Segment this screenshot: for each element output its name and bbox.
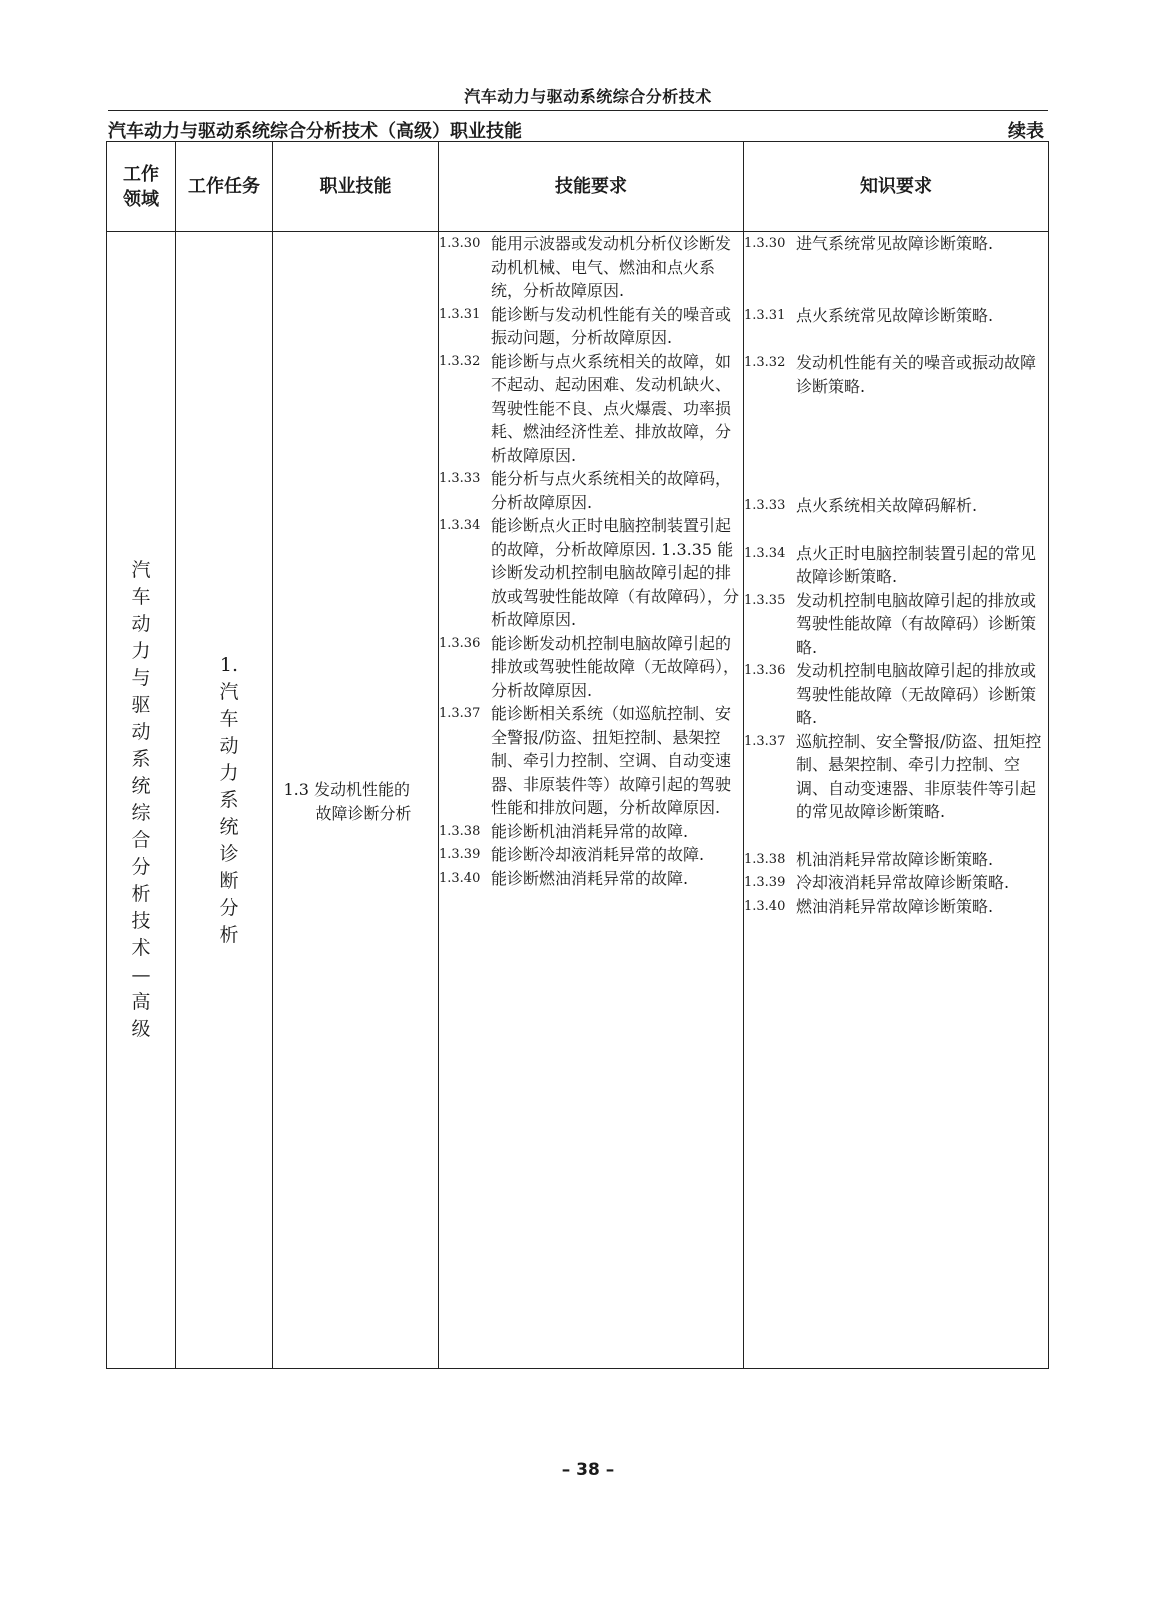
running-header: 汽车动力与驱动系统综合分析技术: [464, 87, 712, 106]
list-item: 1.3.39 冷却液消耗异常故障诊断策略.: [744, 873, 1010, 892]
skills-table: [106, 141, 1049, 1369]
column-header-task: 工作任务: [176, 142, 273, 232]
skill-name-line1: 发动机性能的: [314, 780, 411, 799]
list-item: 1.3.35 发动机控制电脑故障引起的排放或驾驶性能故障（有故障码）诊断策略.: [744, 590, 1037, 657]
column-header-knowledge-requirements: 知识要求: [744, 142, 1049, 232]
spacer: [744, 327, 1048, 351]
list-item: 1.3.32 能诊断与点火系统相关的故障，如不起动、起动困难、发动机缺火、驾驶性能不良、点火爆震、功率损耗、燃油经济性差、排放故障，分析故障原因.: [439, 351, 732, 465]
header-divider: [108, 110, 1048, 111]
column-header-domain: 工作领域: [107, 142, 176, 232]
spacer: [744, 256, 1048, 304]
task-cell: [176, 232, 273, 1369]
list-item: 1.3.38 机油消耗异常故障诊断策略.: [744, 849, 994, 869]
list-item: 1.3.38 能诊断机油消耗异常的故障.: [439, 821, 689, 841]
page-number: – 38 –: [561, 1460, 615, 1480]
skill-number: 1.3: [283, 780, 309, 799]
list-item: 1.3.30 进气系统常见故障诊断策略.: [744, 234, 994, 253]
table-header-row: [107, 142, 1049, 232]
list-item: 1.3.40 燃油消耗异常故障诊断策略.: [744, 896, 994, 916]
list-item: 1.3.40 能诊断燃油消耗异常的故障.: [439, 868, 689, 888]
continued-label: 续表: [1008, 121, 1044, 142]
knowledge-requirements-cell: [744, 232, 1049, 1369]
list-item: 1.3.34 点火正时电脑控制装置引起的常见故障诊断策略.: [744, 543, 1037, 586]
skill-cell: [273, 232, 439, 1369]
list-item: 1.3.33 点火系统相关故障码解析.: [744, 496, 978, 515]
spacer: [744, 398, 1048, 494]
list-item: 1.3.37 能诊断相关系统（如巡航控制、安全警报/防盗、扭矩控制、悬架控制、牵引力控制、空调、自动变速器、非原装件等）故障引起的驾驶性能和排放问题，分析故障原因.: [439, 704, 732, 817]
domain-text: 汽车动力与驱动系统综合分析技术—高级: [131, 559, 151, 1040]
task-name: 汽车动力系统诊断分析: [219, 680, 239, 946]
skill-name-line2: 故障诊断分析: [315, 804, 412, 823]
list-item: 1.3.37 巡航控制、安全警报/防盗、扭矩控制、悬架控制、牵引力控制、空调、自动变速器、非原装件等引起的常见故障诊断策略.: [744, 731, 1042, 821]
list-item: 1.3.33 能分析与点火系统相关的故障码，分析故障原因.: [439, 469, 732, 512]
skill-text: [278, 778, 434, 826]
list-item: 1.3.36 发动机控制电脑故障引起的排放或驾驶性能故障（无故障码）诊断策略.: [744, 661, 1037, 727]
domain-cell: [107, 232, 176, 1369]
list-item: 1.3.32 发动机性能有关的噪音或振动故障诊断策略.: [744, 353, 1037, 396]
list-item: 1.3.34 能诊断点火正时电脑控制装置引起的故障，分析故障原因. 1.3.35 能诊断发动机控制电脑故障引起的排放或驾驶性能故障（有故障码），分析故障原因.: [439, 516, 740, 629]
column-header-skill: 职业技能: [273, 142, 439, 232]
list-item: 1.3.30 能用示波器或发动机分析仪诊断发动机机械、电气、燃油和点火系统，分析故障原因.: [439, 234, 732, 300]
table-row: [107, 232, 1049, 1369]
spacer: [744, 824, 1048, 848]
list-item: 1.3.39 能诊断冷却液消耗异常的故障.: [439, 845, 705, 864]
list-item: 1.3.31 点火系统常见故障诊断策略.: [744, 305, 994, 325]
skill-requirements-cell: [439, 232, 744, 1369]
table-caption: 汽车动力与驱动系统综合分析技术（高级）职业技能: [108, 121, 522, 142]
column-header-skill-requirements: 技能要求: [439, 142, 744, 232]
task-text: [217, 652, 241, 949]
task-number: 1.: [219, 653, 239, 676]
list-item: 1.3.36 能诊断发动机控制电脑故障引起的排放或驾驶性能故障（无故障码），分析故障原因.: [439, 633, 740, 700]
spacer: [744, 518, 1048, 542]
list-item: 1.3.31 能诊断与发动机性能有关的噪音或振动问题，分析故障原因.: [439, 304, 732, 347]
